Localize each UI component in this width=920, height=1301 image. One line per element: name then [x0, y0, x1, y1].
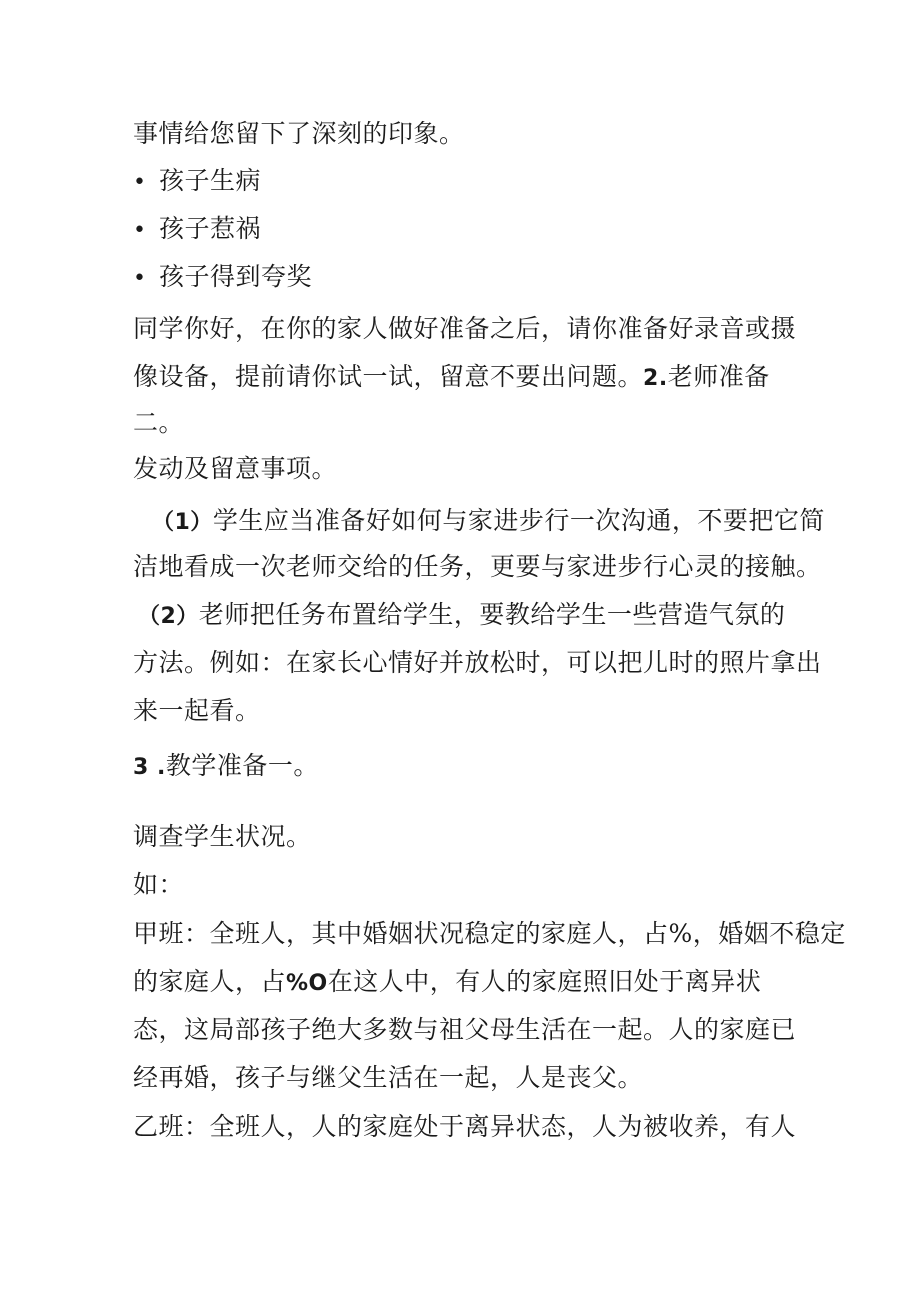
item-number: （1） [152, 510, 213, 535]
text-line [133, 820, 312, 854]
paragraph-text: 二。 [133, 408, 185, 437]
list-item [138, 598, 785, 634]
paragraph-text: 方法。例如：在家长心情好并放松时，可以把儿时的照片拿出 [133, 648, 822, 677]
paragraph-text: 老师把任务布置给学生，要教给学生一些营造气氛的 [198, 600, 786, 629]
paragraph-text: 同学你好，在你的家人做好准备之后，请你准备好录音或摄 [133, 314, 797, 343]
text-line [133, 868, 184, 902]
text-line [133, 452, 337, 486]
bullet-icon: • [133, 218, 147, 243]
text-line [133, 117, 465, 151]
bullet-item [133, 212, 261, 248]
bullet-label: 孩子惹祸 [159, 214, 262, 243]
paragraph-text: 经再婚，孩子与继父生活在一起，人是丧父。 [133, 1063, 644, 1092]
paragraph-text: 来一起看。 [133, 696, 261, 725]
text-line [133, 917, 846, 951]
paragraph-text: 发动及留意事项。 [133, 454, 338, 483]
section-number: 2. [643, 366, 668, 391]
text-line [133, 694, 261, 728]
text-line [133, 550, 822, 584]
bold-fragment: %O [286, 971, 328, 996]
bullet-icon: • [133, 170, 147, 195]
paragraph-text: 甲班：全班人，其中婚姻状况稳定的家庭人，占%，婚姻不稳定 [133, 919, 846, 948]
bullet-item [133, 260, 312, 296]
text-line [133, 312, 796, 346]
bullet-icon: • [133, 266, 147, 291]
text-line [133, 406, 184, 440]
item-number: （2） [138, 604, 199, 629]
section-title: 教学准备一。 [165, 751, 319, 780]
section-number: 3 . [133, 755, 166, 780]
bullet-item [133, 164, 261, 200]
paragraph-text: 像设备，提前请你试一试，留意不要出问题。 [133, 362, 644, 391]
bullet-label: 孩子生病 [159, 166, 262, 195]
list-item [152, 504, 825, 540]
paragraph-text: 乙班：全班人，人的家庭处于离异状态，人为被收养，有人 [133, 1112, 797, 1141]
paragraph-text: 调查学生状况。 [133, 822, 312, 851]
paragraph-text: 老师准备 [667, 362, 770, 391]
paragraph-text: 的家庭人，占 [133, 967, 287, 996]
paragraph-text: 如： [133, 870, 185, 899]
text-line [133, 965, 761, 1001]
paragraph-text: 洁地看成一次老师交给的任务，更要与家进步行心灵的接触。 [133, 552, 822, 581]
text-line [133, 646, 822, 680]
text-line [133, 1061, 643, 1095]
paragraph-text: 事情给您留下了深刻的印象。 [133, 119, 465, 148]
text-line [133, 360, 770, 396]
section-heading [133, 749, 319, 785]
paragraph-text: 态，这局部孩子绝大多数与祖父母生活在一起。人的家庭已 [133, 1015, 797, 1044]
text-line [133, 1110, 796, 1144]
paragraph-text: 在这人中，有人的家庭照旧处于离异状 [327, 967, 762, 996]
paragraph-text: 学生应当准备好如何与家进步行一次沟通，不要把它简 [212, 506, 825, 535]
bullet-label: 孩子得到夸奖 [159, 262, 313, 291]
text-line [133, 1013, 796, 1047]
